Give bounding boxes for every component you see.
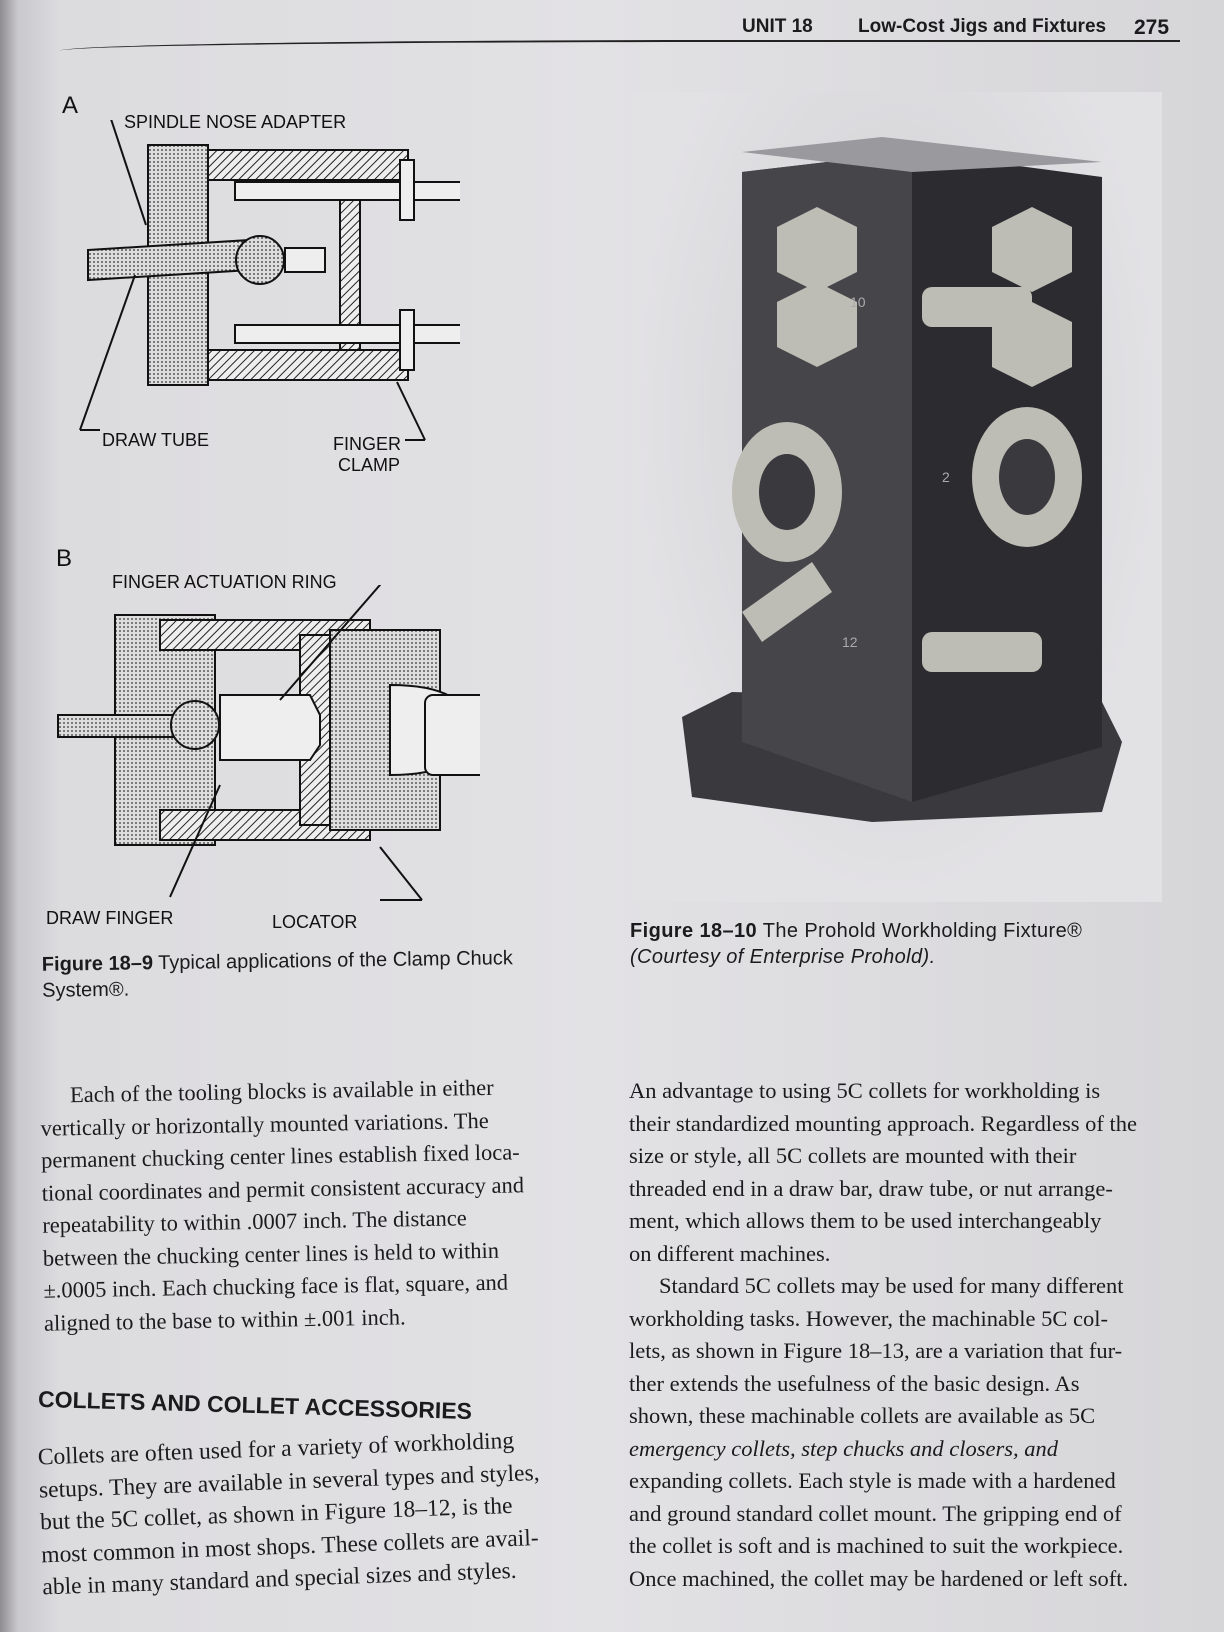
text-line: ther extends the usefulness of the basic design. As xyxy=(629,1370,1080,1396)
page-number: 275 xyxy=(1134,16,1170,39)
chapter-title: Low-Cost Jigs and Fixtures xyxy=(858,16,1107,37)
text-line: repeatability to within .0007 inch. The distance xyxy=(42,1205,467,1238)
photo-number-2: 2 xyxy=(942,469,950,485)
caption-credit: (Courtesy of Enterprise Prohold). xyxy=(630,946,936,968)
draw-finger-label: DRAW FINGER xyxy=(46,908,174,928)
text-line: emergency collets, step chucks and closers, and xyxy=(629,1435,1059,1461)
photo-number-12: 12 xyxy=(842,634,858,650)
part-a-label: A xyxy=(62,92,79,119)
text-line: An advantage to using 5C collets for workholding is xyxy=(629,1078,1101,1103)
advantage-paragraph xyxy=(629,1075,1189,1270)
figure-18-10-caption xyxy=(630,918,1190,970)
text-line: permanent chucking center lines establish fixed loca- xyxy=(40,1139,520,1173)
text-line: lets, as shown in Figure 18–13, are a variation that fur- xyxy=(629,1338,1123,1363)
header-rule xyxy=(60,40,1180,58)
draw-tube-label: DRAW TUBE xyxy=(102,430,210,450)
text-line: tional coordinates and permit consistent accuracy and xyxy=(41,1171,525,1206)
text-line: Each of the tooling blocks is available in either xyxy=(69,1074,494,1108)
text-line: the collet is soft and is machined to suit the workpiece. xyxy=(629,1533,1124,1558)
standard-collets-paragraph xyxy=(629,1270,1189,1595)
finger-clamp-label-1: FINGER xyxy=(333,434,402,454)
ring-label: FINGER ACTUATION RING xyxy=(112,572,337,592)
locator-label: LOCATOR xyxy=(272,912,358,932)
caption-label: Figure 18–10 xyxy=(630,920,758,942)
text-line: Once machined, the collet may be hardened or left soft. xyxy=(629,1565,1129,1591)
text-line: workholding tasks. However, the machinable 5C col- xyxy=(629,1305,1108,1331)
section-heading: COLLETS AND COLLET ACCESSORIES xyxy=(37,1385,473,1425)
finger-clamp-label-2: CLAMP xyxy=(338,455,401,475)
text-line: ±.0005 inch. Each chucking face is flat, square, and xyxy=(43,1269,509,1303)
caption-text: The Prohold Workholding Fixture® xyxy=(762,920,1083,942)
text-line: between the chucking center lines is held to within xyxy=(42,1237,500,1271)
caption-label: Figure 18–9 xyxy=(41,952,154,976)
text-line: threaded end in a draw bar, draw tube, or nut arrange- xyxy=(629,1175,1113,1201)
text-line: and ground standard collet mount. The gripping end of xyxy=(629,1500,1122,1526)
prohold-fixture-photo xyxy=(632,92,1162,902)
text-line: vertically or horizontally mounted variations. The xyxy=(40,1107,489,1141)
photo-number-10: 10 xyxy=(850,294,866,310)
text-line: expanding collets. Each style is made with a hardened xyxy=(629,1468,1116,1493)
text-line: size or style, all 5C collets are mounted with their xyxy=(629,1143,1077,1168)
tooling-blocks-paragraph xyxy=(40,1070,584,1339)
text-line: able in many standard and special sizes and styles. xyxy=(41,1557,518,1601)
text-line: ment, which allows them to be used interchangeably xyxy=(629,1208,1102,1233)
unit-label: UNIT 18 xyxy=(742,16,813,37)
fixture-drawing xyxy=(632,92,1162,902)
text-line: setups. They are available in several types and styles, xyxy=(38,1459,540,1503)
caption-text: Typical applications of the Clamp Chuck xyxy=(158,947,513,975)
text-line: but the 5C collet, as shown in Figure 18–12, is the xyxy=(39,1492,513,1536)
text-line: shown, these machinable collets are available as 5C xyxy=(629,1403,1096,1428)
collets-paragraph xyxy=(37,1423,582,1604)
part-b-label: B xyxy=(56,545,73,572)
text-line: Standard 5C collets may be used for many different xyxy=(659,1273,1124,1298)
text-line: on different machines. xyxy=(629,1240,831,1266)
caption-text-2: System®. xyxy=(42,978,130,1002)
figure-18-9-caption xyxy=(42,944,583,1004)
text-line: aligned to the base to within ±.001 inch. xyxy=(43,1303,406,1336)
text-line: most common in most shops. These collets are avail- xyxy=(40,1524,540,1568)
diagram-b xyxy=(50,585,480,915)
diagram-a xyxy=(60,120,460,460)
text-line: their standardized mounting approach. Regardless of the xyxy=(629,1110,1137,1136)
text-line: Collets are often used for a variety of workholding xyxy=(37,1427,515,1471)
spindle-label: SPINDLE NOSE ADAPTER xyxy=(124,112,347,132)
